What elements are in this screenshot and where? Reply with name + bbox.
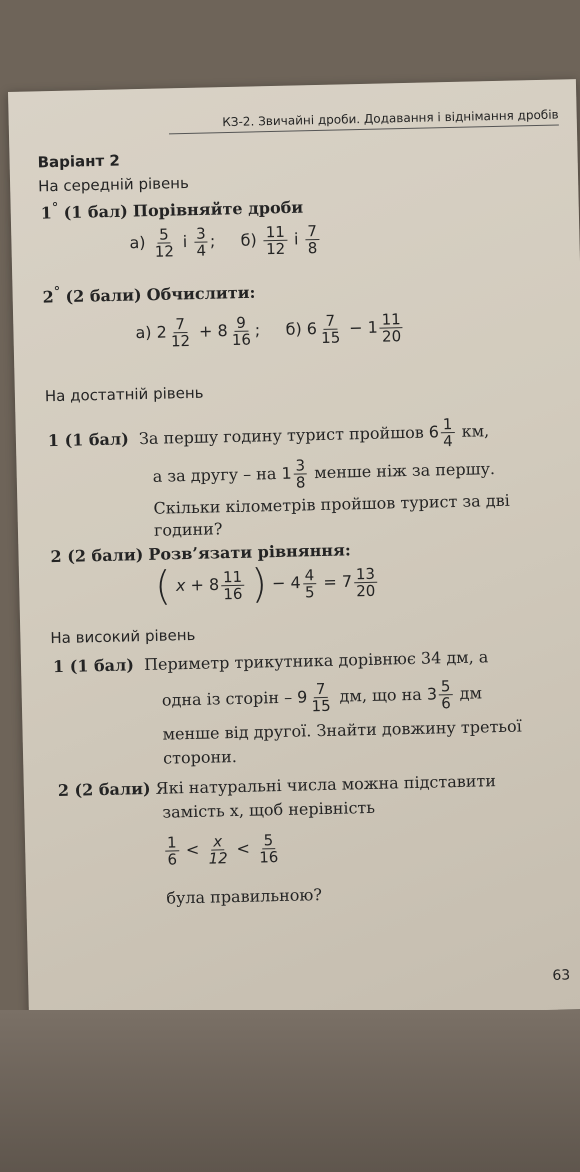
fraction: $\frac{13}{20}$ xyxy=(355,564,376,600)
task-h1: 1 (1 бал) Периметр трикутника дорівнює 34 дм, а xyxy=(52,647,489,677)
fraction: $\frac{5}{16}$ xyxy=(259,831,279,867)
fraction: $\frac{3}{4}$ xyxy=(195,224,207,260)
fraction: $\frac{11}{20}$ xyxy=(381,310,402,346)
fraction: $\frac{4}{5}$ xyxy=(304,565,315,601)
task-h1-line3: менше від другої. Знайти довжину третьої xyxy=(162,716,522,744)
fraction: $\frac{3}{8}$ xyxy=(295,456,306,492)
task-m1-header: 1° (1 бал) Порівняйте дроби xyxy=(40,197,304,223)
fraction: $\frac{11}{16}$ xyxy=(222,567,243,603)
fraction: $\frac{1}{6}$ xyxy=(166,833,178,869)
task-h2-line3: була правильною? xyxy=(166,885,323,908)
fraction: $\frac{9}{16}$ xyxy=(231,313,252,349)
fraction: $\frac{11}{12}$ xyxy=(265,222,286,259)
task-m2-body: а) 2 $\frac{7}{12}$ + 8 $\frac{9}{16}$ ; б) 6 $\frac{7}{15}$ − 1 $\frac{11}{20}$ xyxy=(135,310,402,351)
task-h2-inequality: $\frac{1}{6}$ < $\frac{x}{12}$ < $\frac{5}{16}$ xyxy=(166,831,279,869)
variant-title: Варіант 2 xyxy=(37,151,121,172)
level-high: На високий рівень xyxy=(50,625,196,648)
fraction: $\frac{5}{12}$ xyxy=(154,225,175,261)
task-m1-body: а) $\frac{5}{12}$ і $\frac{3}{4}$ ; б) $\frac{11}{12}$ і $\frac{7}{8}$ xyxy=(129,222,318,261)
task-s1-line3: Скільки кілометрів пройшов турист за дві xyxy=(153,490,510,518)
fraction: $\frac{1}{4}$ xyxy=(442,415,453,451)
task-s1: 1 (1 бал) За першу годину турист пройшов 6 $\frac{1}{4}$ км, xyxy=(47,415,490,451)
task-s2-equation: ( x + 8 $\frac{11}{16}$ ) − 4 $\frac{4}{5}$ = 7 $\frac{13}{20}$ xyxy=(154,561,376,610)
task-m2-header: 2° (2 бали) Обчислити: xyxy=(42,282,256,307)
level-sufficient: На достатній рівень xyxy=(44,383,204,406)
level-medium: На середній рівень xyxy=(37,173,190,196)
task-h1-line2: одна із сторін – 9 $\frac{7}{15}$ дм, що на 3 $\frac{5}{6}$ дм xyxy=(161,677,483,716)
fraction: $\frac{7}{8}$ xyxy=(307,222,318,258)
task-h2: 2 (2 бали) Які натуральні числа можна підставити xyxy=(57,771,497,801)
task-h2-line2: замість x, щоб нерівність xyxy=(162,797,376,822)
task-s1-line2: а за другу – на 1 $\frac{3}{8}$ менше ніж за першу. xyxy=(152,456,496,492)
page-number: 63 xyxy=(552,967,571,984)
fraction: $\frac{7}{12}$ xyxy=(170,315,191,351)
fraction: $\frac{5}{6}$ xyxy=(440,677,452,713)
fraction: $\frac{7}{15}$ xyxy=(320,311,341,347)
dark-background xyxy=(0,1010,580,1172)
page-header: КЗ-2. Звичайні дроби. Додавання і віднімання дробів xyxy=(169,108,559,135)
task-h1-line4: сторони. xyxy=(162,746,238,768)
task-s2-header: 2 (2 бали) Розв’язати рівняння: xyxy=(50,540,351,567)
fraction: $\frac{7}{15}$ xyxy=(311,679,331,716)
fraction: $\frac{x}{12}$ xyxy=(208,832,228,868)
book-page xyxy=(8,79,580,1022)
task-s1-line4: години? xyxy=(153,519,223,540)
